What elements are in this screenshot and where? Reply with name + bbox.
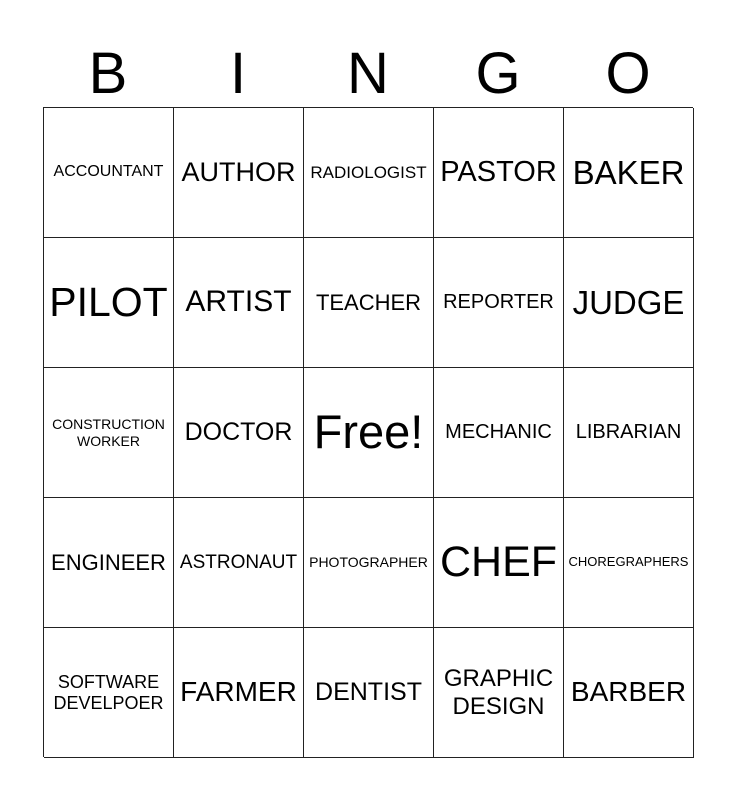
cell-label: CHEF	[439, 537, 558, 586]
header-letter-i: I	[229, 41, 247, 106]
bingo-cell[interactable]	[434, 238, 564, 368]
cell-label: ARTIST	[185, 285, 292, 319]
bingo-cell[interactable]	[434, 108, 564, 238]
bingo-cell[interactable]	[434, 628, 564, 758]
bingo-cell[interactable]	[564, 628, 694, 758]
header-letter-g: G	[475, 41, 521, 106]
cell-label: ACCOUNTANT	[53, 163, 164, 181]
header-letter-n: N	[347, 41, 389, 106]
header-letter-b: B	[88, 41, 128, 106]
cell-label: CONSTRUCTION WORKER	[52, 416, 165, 449]
bingo-cell[interactable]	[434, 498, 564, 628]
bingo-cell[interactable]	[434, 368, 564, 498]
bingo-cell[interactable]	[304, 498, 434, 628]
cell-label: LIBRARIAN	[575, 421, 682, 443]
bingo-cell[interactable]	[564, 238, 694, 368]
cell-label: PILOT	[49, 278, 168, 325]
cell-label: JUDGE	[572, 283, 685, 321]
cell-label: BAKER	[572, 153, 685, 191]
cell-label: DENTIST	[315, 678, 422, 707]
cell-label: FARMER	[180, 676, 297, 708]
cell-label: AUTHOR	[181, 156, 296, 187]
bingo-cell[interactable]	[174, 238, 304, 368]
bingo-cell[interactable]	[174, 498, 304, 628]
bingo-cell[interactable]	[44, 498, 174, 628]
free-space-label: Free!	[313, 405, 424, 459]
cell-label: RADIOLOGIST	[310, 162, 427, 182]
bingo-cell[interactable]	[564, 108, 694, 238]
cell-label: DOCTOR	[184, 418, 293, 447]
bingo-cell-free[interactable]	[304, 368, 434, 498]
bingo-cell[interactable]	[304, 108, 434, 238]
bingo-cell[interactable]	[44, 368, 174, 498]
bingo-cell[interactable]	[44, 108, 174, 238]
bingo-header	[43, 40, 693, 108]
cell-label: PASTOR	[440, 155, 557, 188]
cell-label: BARBER	[570, 676, 687, 708]
cell-label: PHOTOGRAPHER	[309, 554, 428, 571]
bingo-cell[interactable]	[44, 628, 174, 758]
bingo-cell[interactable]	[304, 238, 434, 368]
cell-label: ENGINEER	[51, 549, 166, 575]
cell-label: SOFTWARE DEVELPOER	[53, 671, 164, 713]
bingo-cell[interactable]	[174, 368, 304, 498]
bingo-grid	[43, 107, 693, 757]
bingo-cell[interactable]	[564, 368, 694, 498]
bingo-cell[interactable]	[44, 238, 174, 368]
header-letter-o: O	[605, 41, 651, 106]
cell-label: REPORTER	[443, 291, 554, 313]
cell-label: GRAPHIC DESIGN	[443, 664, 554, 720]
cell-label: ASTRONAUT	[179, 551, 298, 573]
bingo-cell[interactable]	[564, 498, 694, 628]
cell-label: MECHANIC	[445, 421, 552, 443]
cell-label: TEACHER	[315, 289, 422, 315]
bingo-cell[interactable]	[174, 628, 304, 758]
bingo-cell[interactable]	[174, 108, 304, 238]
cell-label: CHOREGRAPHERS	[568, 554, 689, 570]
bingo-cell[interactable]	[304, 628, 434, 758]
